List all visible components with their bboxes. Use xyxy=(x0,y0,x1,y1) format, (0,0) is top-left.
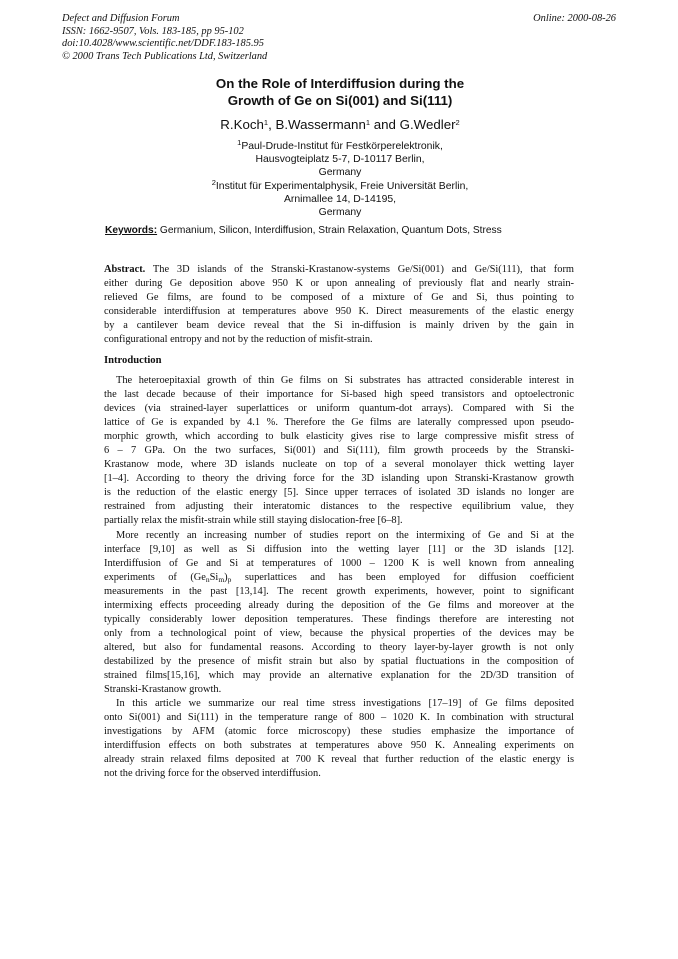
intro-line: only from a technological point of view, because the physical properties of the devices may be xyxy=(104,627,574,639)
author-wedler: G.Wedler xyxy=(399,117,456,132)
intro-line: investigations by AFM (atomic force microscopy) these studies emphasize the importance of xyxy=(104,726,574,738)
subscript-m: m xyxy=(218,574,225,584)
affiliation-2-line-1 xyxy=(140,180,540,193)
online-date: Online: 2000-08-26 xyxy=(533,13,616,24)
intro-line: lattice of Ge is expanded by 4.1 %. Therefore the Ge films are laterally compressed upon pseudo- xyxy=(104,417,574,429)
intro-line: morphic growth, which according to bulk elasticity gives rise to large compressive misfit stress of xyxy=(104,431,574,443)
affiliation-2-marker: 2 xyxy=(211,178,216,187)
affiliation-1-marker: 1 xyxy=(237,138,242,147)
intro-line: Interdiffusion of Ge and Si at temperatures of 1000 – 1200 K is well known from annealing xyxy=(104,557,574,569)
intro-line: onto Si(001) and Si(111) in the temperature range of 800 – 1020 K. In combination with structural xyxy=(104,712,574,724)
abstract-line: configurational entropy and not by the reduction of misfit-strain. xyxy=(104,334,373,346)
intro-line: restrained from adjusting their interatomic distances to the respective equilibrium value, they xyxy=(104,501,574,513)
author-separator: and xyxy=(370,117,400,132)
affiliation-1 xyxy=(140,140,540,179)
paper-title xyxy=(140,76,540,109)
intro-line: is the reduction of the elastic energy [5]. Since upper terraces of isolated 3D islands no longer are xyxy=(104,487,574,499)
intro-line: not the driving force for the observed interdiffusion. xyxy=(104,768,321,780)
intro-line: interface [9,10] as well as Si diffusion into the wetting layer [11] or the 3D islands [12]. xyxy=(104,543,574,555)
doi-line: doi:10.4028/www.scientific.net/DDF.183-185.95 xyxy=(62,38,264,50)
intro-line: intermixing effects proceeding already during the deposition of the Ge films and moreover at the xyxy=(104,599,574,611)
author-koch-affiliation: 1 xyxy=(263,118,269,127)
intro-line: More recently an increasing number of studies report on the intermixing of Ge and Si at the xyxy=(116,529,574,541)
affiliation-2-name: Institut für Experimentalphysik, Freie Universität Berlin, xyxy=(215,181,469,192)
subscript-p: p xyxy=(227,574,232,584)
keywords-label: Keywords: xyxy=(105,225,158,236)
title-line-1: On the Role of Interdiffusion during the xyxy=(215,76,465,91)
keywords-line xyxy=(105,225,575,236)
intro-line: In this article we summarize our real time stress investigations [17–19] of Ge films deposited xyxy=(116,698,574,710)
journal-header xyxy=(62,13,267,63)
intro-line: destabilized by the presence of misfit strain but also by spatial fluctuations in the composition of xyxy=(104,655,574,667)
intro-line: measurements in the past [13,14]. The recent growth experiments, however, point to significant xyxy=(104,585,574,597)
abstract-line: by a cantilever beam device reveal that the Si in-diffusion is mainly driven by the gain in xyxy=(104,320,574,332)
superlattice-rest: superlattices and has been employed for diffusion coefficient xyxy=(231,571,574,583)
abstract-line xyxy=(104,263,574,277)
abstract xyxy=(104,263,574,347)
intro-line: [1–4]. According to theory the driving force for the 3D islanding upon Stranski-Krastanow growth xyxy=(104,473,574,485)
intro-line: altered, but also for fundamental reasons. According to theory layer-by-layer growth is not only xyxy=(104,641,574,653)
copyright-line: © 2000 Trans Tech Publications Ltd, Switzerland xyxy=(62,50,268,62)
abstract-line: relieved Ge films, are found to be composed of a mixture of Ge and Si, thus pointing to xyxy=(104,292,574,304)
intro-line: strained films[15,16], which may provide an alternative explanation for the 2D/3D transition of xyxy=(104,669,574,681)
superlattice-si: Si xyxy=(209,571,219,583)
author-wedler-affiliation: 2 xyxy=(455,118,460,127)
abstract-label: Abstract. xyxy=(104,264,146,275)
affiliation-2 xyxy=(140,180,540,219)
author-koch: R.Koch xyxy=(220,117,264,132)
intro-line: devices (via strained-layer superlattices or uniform quantum-dot arrays). Compared with Si the xyxy=(104,403,574,415)
intro-line: partially relax the misfit-strain while still staying dislocation-free [6–8]. xyxy=(104,515,403,527)
journal-name: Defect and Diffusion Forum xyxy=(62,13,180,24)
intro-line: interdiffusion effects on both substrates at temperatures above 950 K. Annealing experiments on xyxy=(104,740,574,752)
title-line-2: Growth of Ge on Si(001) and Si(111) xyxy=(227,92,453,108)
abstract-line-text: The 3D islands of the Stranski-Krastanow-systems Ge/Si(001) and Ge/Si(111), that form xyxy=(145,264,574,275)
issn-line: ISSN: 1662-9507, Vols. 183-185, pp 95-102 xyxy=(62,25,244,37)
intro-line: the last decade because of their importance for Si-based high speed transistors and optoelectronic xyxy=(104,389,574,401)
superlattice-paren: ) xyxy=(224,571,228,583)
affiliation-1-line-2: Hausvogteiplatz 5-7, D-10117 Berlin, xyxy=(255,154,425,165)
author-wassermann: B.Wassermann xyxy=(275,117,366,132)
affiliation-1-line-1 xyxy=(140,140,540,153)
intro-line-superlattice xyxy=(104,571,574,585)
introduction-body xyxy=(104,374,574,781)
affiliation-1-name: Paul-Drude-Institut für Festkörperelektronik, xyxy=(241,141,443,152)
intro-line: typically considerably lower deposition temperatures. These findings therefore are interesting not xyxy=(104,613,574,625)
section-heading-introduction: Introduction xyxy=(104,355,162,366)
subscript-n: n xyxy=(205,574,210,584)
abstract-line: either during Ge deposition above 950 K or upon annealing of previously flat and nearly strain- xyxy=(104,278,574,290)
affiliation-1-line-3: Germany xyxy=(318,167,362,178)
superlattice-text: experiments of (Ge xyxy=(104,571,206,583)
intro-line: The heteroepitaxial growth of thin Ge films on Si substrates has attracted considerable interest in xyxy=(116,375,574,386)
abstract-line: considerable interdiffusion at temperatures above 950 K. Direct measurements of the elastic energy xyxy=(104,306,574,318)
intro-line: Krastanow mode, where 3D islands nucleate on top of a several monolayer thick wetting layer xyxy=(104,459,574,471)
keywords-text: Germanium, Silicon, Interdiffusion, Strain Relaxation, Quantum Dots, Stress xyxy=(157,225,502,236)
author-wassermann-affiliation: 1 xyxy=(365,118,371,127)
intro-line: Stranski-Krastanow growth. xyxy=(104,684,222,696)
affiliation-2-line-2: Arnimallee 14, D-14195, xyxy=(283,194,397,205)
intro-line: 6 – 7 GPa. On the two surfaces, Si(001) and Si(111), film growth proceeds by the Stranski- xyxy=(104,445,574,457)
author-separator: , xyxy=(268,117,276,132)
author-list xyxy=(140,117,540,132)
intro-line: already strain relaxed films deposited at 700 K reveal that further reduction of the elastic energy is xyxy=(104,754,574,766)
affiliation-2-line-3: Germany xyxy=(318,207,362,218)
